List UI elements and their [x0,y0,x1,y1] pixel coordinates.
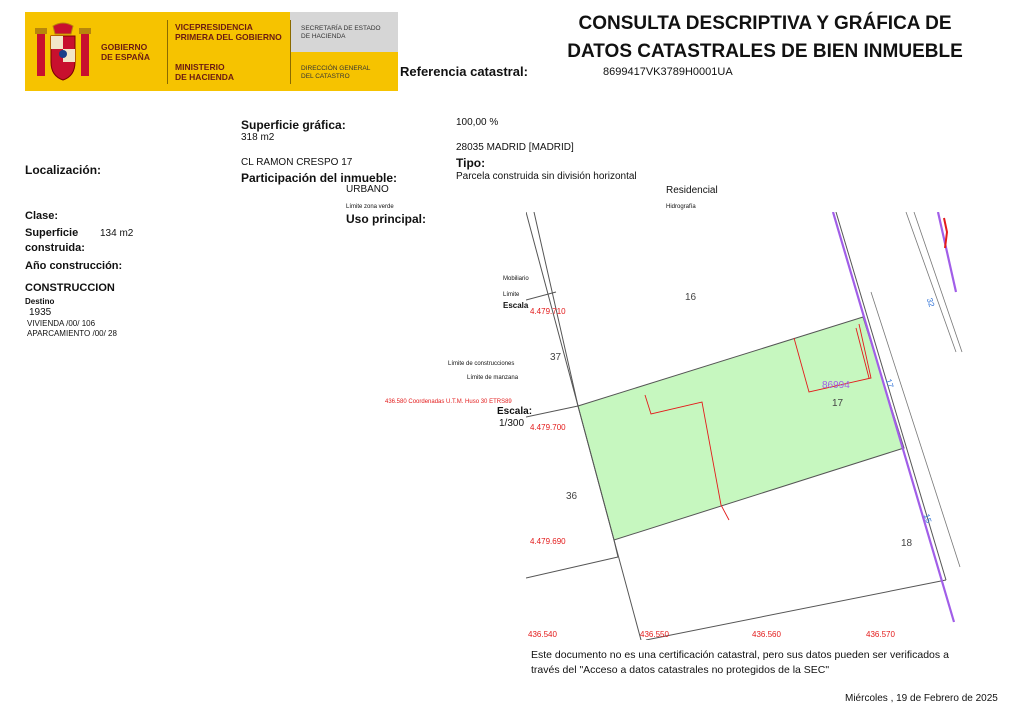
coat-of-arms-icon [33,22,93,84]
header-divider [290,20,291,84]
uso-principal-label: Uso principal: [346,212,427,226]
superficie-construida-label: construida: [25,242,85,254]
anio-construccion-value: 1935 [29,307,52,318]
codigo-postal-value: 28035 MADRID [MADRID] [456,142,574,153]
coord-x: 436.560 [752,630,781,639]
boundary-line [526,292,556,300]
legend-limite-construcciones: Límite de construcciones [448,361,515,367]
coord-x: 436.570 [866,630,895,639]
legend-escala-trunc: Escala [503,301,529,310]
superficie-construida-value: 134 m2 [100,228,134,239]
parcel-polygon [578,317,904,540]
coord-x: 436.550 [640,630,669,639]
legend-mobiliario: Mobiliario [503,276,529,282]
header-divider [167,20,168,84]
destino-label: Destino [25,297,55,306]
document-date: Miércoles , 19 de Febrero de 2025 [845,693,998,704]
anio-construccion-label: Año construcción: [25,260,123,272]
street-number: 32 [924,296,937,309]
boundary-line [526,557,618,578]
boundary-line [526,406,578,417]
participacion-label: Participación del inmueble: [241,171,398,185]
coord-x: 436.540 [528,630,557,639]
gobierno-line: DE ESPAÑA [101,52,150,62]
tipo-value: Parcela construida sin división horizontal [456,171,637,182]
destino-item: APARCAMIENTO /00/ 28 [27,329,117,338]
direccion-value: CL RAMON CRESPO 17 [241,157,353,168]
referencia-value: 8699417VK3789H0001UA [603,66,733,78]
localizacion-label: Localización: [25,163,102,177]
coord-y: 4.479.710 [530,307,566,316]
legend-limite-zona-verde: Límite zona verde [346,204,394,210]
superficie-construida-label: Superficie [25,227,79,239]
gobierno-line: GOBIERNO [101,42,148,52]
title-line: CONSULTA DESCRIPTIVA Y GRÁFICA DE [578,13,952,34]
vicepresidencia-line: VICEPRESIDENCIA [175,22,253,32]
street-number: 15 [921,512,934,525]
secretaria-line: DE HACIENDA [301,33,346,40]
map-drawing [526,212,966,640]
neighbour-parcel: 16 [685,292,697,303]
document-title [560,10,970,66]
direccion-line: DIRECCIÓN GENERAL [301,65,371,72]
direccion-line: DEL CATASTRO [301,73,350,80]
construccion-label: CONSTRUCCION [25,282,115,294]
clase-label: Clase: [25,210,59,222]
boundary-line [614,540,618,557]
escala-value: 1/300 [499,418,525,429]
cadastral-map [526,212,966,640]
boundary-line [646,580,946,640]
legend-hidrografia: Hidrografía [666,204,696,210]
parcel-ref-label: 86994 [822,380,850,391]
neighbour-parcel: 36 [566,491,578,502]
secretaria-line: SECRETARÍA DE ESTADO [301,25,381,32]
superficie-grafica-value: 318 m2 [241,132,275,143]
street-number: 17 [883,377,896,390]
disclaimer-notice: Este documento no es una certificación catastral, pero sus datos pueden ser verificados a través del "Acceso a datos catastrales no protegidos de la SEC" [531,649,949,676]
escala-label: Escala: [497,406,533,417]
legend-coordenadas: 436.580 Coordenadas U.T.M. Huso 30 ETRS89 [385,399,512,405]
legend-limite: Límite [503,292,520,298]
superficie-grafica-label: Superficie gráfica: [241,118,346,132]
coord-y: 4.479.690 [530,537,566,546]
referencia-label: Referencia catastral: [400,64,528,79]
neighbour-parcel: 18 [901,538,913,549]
neighbour-parcel: 37 [550,352,562,363]
ministerio-line: DE HACIENDA [175,72,235,82]
vicepresidencia-line: PRIMERA DEL GOBIERNO [175,32,282,42]
street-edge-line [906,212,956,352]
title-line: DATOS CATASTRALES DE BIEN INMUEBLE [567,41,963,62]
government-header [25,12,398,91]
ministerio-line: MINISTERIO [175,62,225,72]
participacion-value: 100,00 % [456,117,499,128]
uso-value: Residencial [666,185,718,196]
parcel-number: 17 [832,398,844,409]
manzana-limit-line [938,212,956,292]
destino-item: VIVIENDA /00/ 106 [27,319,96,328]
tipo-label: Tipo: [456,156,486,170]
legend-limite-manzana: Límite de manzana [467,375,519,381]
clase-value: URBANO [346,184,389,195]
coord-y: 4.479.700 [530,423,566,432]
